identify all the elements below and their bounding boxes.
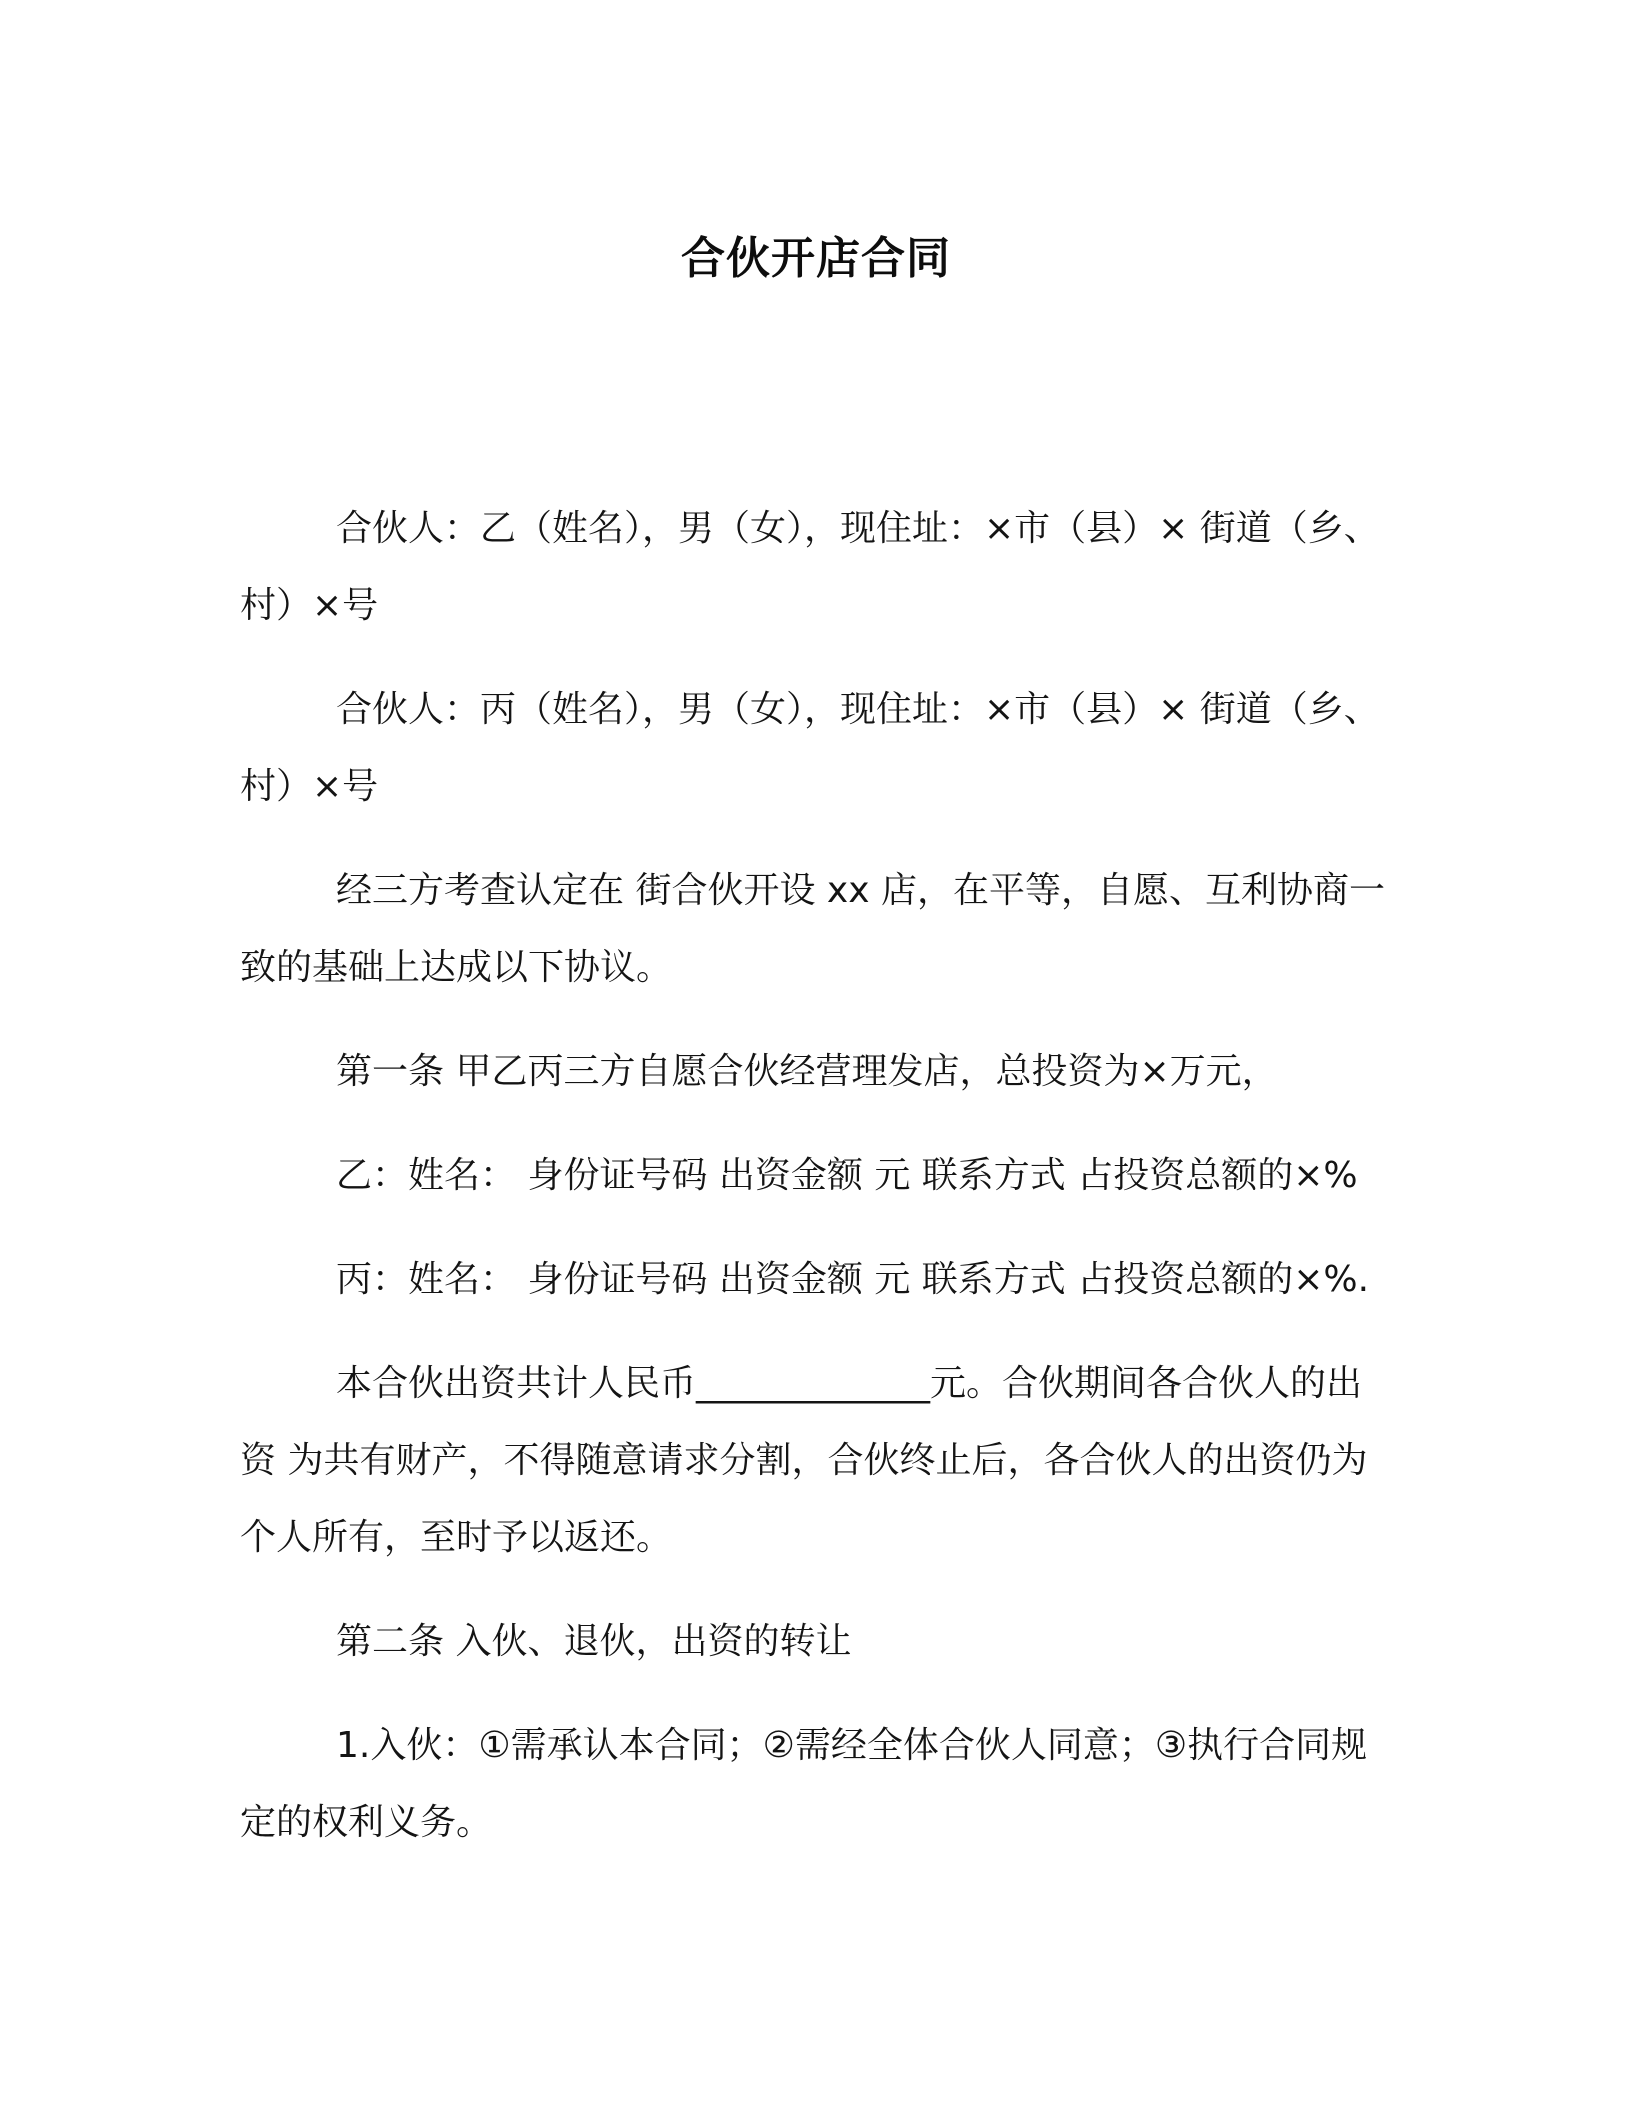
document-title: 合伙开店合同 [681, 233, 951, 284]
document-body [240, 490, 1395, 1888]
paragraph-partner-b: 合伙人：乙（姓名），男（女），现住址：×市（县）× 街道（乡、村）×号 [240, 508, 1380, 626]
paragraph-partner-c: 合伙人：丙（姓名），男（女），现住址：×市（县）× 街道（乡、村）×号 [240, 689, 1380, 807]
paragraph-partner-b-investment: 乙：姓名： 身份证号码 出资金额 元 联系方式 占投资总额的×% [336, 1155, 1358, 1196]
paragraph-joining-rules: 1.入伙：①需承认本合同；②需经全体合伙人同意；③执行合同规定的权利义务。 [240, 1725, 1368, 1843]
paragraph-partner-c-investment: 丙：姓名： 身份证号码 出资金额 元 联系方式 占投资总额的×%. [336, 1259, 1370, 1300]
paragraph-agreement-basis: 经三方考查认定在 街合伙开设 xx 店，在平等，自愿、互利协商一致的基础上达成以下协议。 [240, 870, 1385, 988]
paragraph-total-capital: 本合伙出资共计人民币_____________元。合伙期间各合伙人的出资 为共有财产，不得随意请求分割，合伙终止后，各合伙人的出资仍为个人所有，至时予以返还。 [240, 1363, 1368, 1558]
paragraph-article-2: 第二条 入伙、退伙，出资的转让 [336, 1621, 852, 1662]
paragraph-article-1: 第一条 甲乙丙三方自愿合伙经营理发店，总投资为×万元， [336, 1051, 1278, 1092]
